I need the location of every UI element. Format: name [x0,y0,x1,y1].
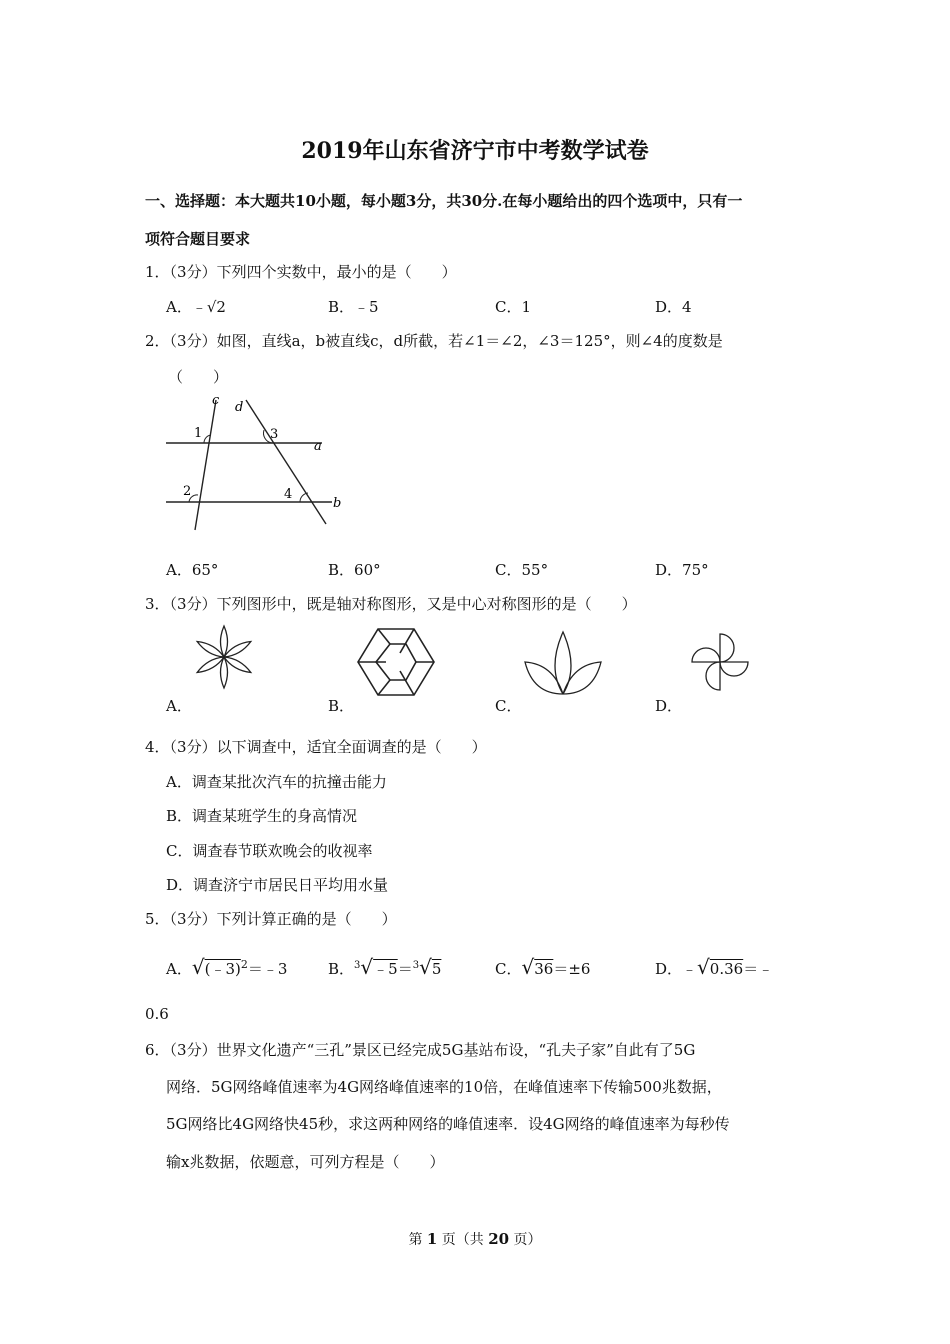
question-stem: （3分）以下调查中，适宜全面调查的是（ ） [169,738,487,756]
question-3 [145,593,637,614]
question-1 [145,261,457,282]
option-text: 1 [521,298,532,316]
q4-option-d: D．调查济宁市居民日平均用水量 [166,876,389,894]
section-heading-line1: 一、选择题：本大题共10小题，每小题3分，共30分.在每小题给出的四个选项中，只有一 [145,192,743,210]
q1-option-d: D．4 [655,298,692,316]
q1-option-c: C．1 [495,298,532,316]
label-2: 2 [183,484,192,499]
question-2-paren: （ ） [168,368,229,386]
question-2 [145,330,723,351]
q1-option-b: B．﹣5 [328,298,379,316]
label-c: c [212,393,220,408]
page-number: 1 [426,1230,438,1248]
question-number: 6． [145,1041,170,1059]
page-title: 2019年山东省济宁市中考数学试卷 [301,138,649,164]
q3-option-c-label: C． [495,697,522,715]
question-number: 3． [145,595,170,613]
q5-option-c: C．√36＝±6 [495,955,591,979]
question-number: 1． [145,263,170,281]
option-text: 4 [682,298,692,316]
question-stem: （3分）下列四个实数中，最小的是（ ） [169,263,457,281]
line-d [246,400,326,524]
label-1: 1 [194,426,203,441]
lotus-figure-icon [523,628,603,696]
page-footer: 第 1 页（共 20 页） [408,1230,542,1248]
question-6-line3: 5G网络比4G网络快45秒，求这两种网络的峰值速率．设4G网络的峰值速率为每秒传 [166,1115,730,1133]
question-stem: （3分）下列计算正确的是（ ） [169,910,397,928]
q3-option-d-label: D． [655,697,683,715]
q5-option-d-wrap: 0.6 [145,1005,169,1023]
radical-sign: √ [360,955,374,979]
q4-option-c: C．调查春节联欢晚会的收视率 [166,842,373,860]
q5-option-a: A．√(﹣3)$^2$＝﹣3 [166,955,288,979]
q4-option-b: B．调查某班学生的身高情况 [166,807,358,825]
radical-sign: √ [191,955,205,979]
question-number: 5． [145,910,170,928]
q2-option-b: B．60° [328,561,381,579]
section-heading-line2: 项符合题目要求 [145,230,251,248]
question-stem: （3分）如图，直线a，b被直线c，d所截，若∠1＝∠2，∠3＝125°，则∠4的度数是 [169,332,723,350]
question-number: 4． [145,738,170,756]
question-4 [145,736,487,757]
q5-option-b: B．$^3$√﹣5＝$^3$√5 [328,955,442,979]
radical-sign: √ [697,955,710,979]
option-text: ﹣5 [354,298,379,316]
label-3: 3 [270,427,279,442]
option-text: 75° [682,561,709,579]
label-d: d [235,400,244,415]
question-number: 2． [145,332,170,350]
question-stem-line1: （3分）世界文化遗产“三孔”景区已经完成5G基站布设，“孔夫子家”自此有了5G [169,1041,696,1059]
parallel-lines-figure [160,392,350,532]
pinwheel-figure-icon [688,630,752,694]
label-a: a [314,439,322,454]
q3-option-a-label: A． [166,697,192,715]
radical-sign: √ [521,955,535,979]
line-c [195,400,216,530]
q5-option-d: D．﹣√0.36＝﹣ [655,955,774,979]
q2-option-d: D．75° [655,561,709,579]
question-6-line4: 输x兆数据，依题意，可列方程是（ ） [166,1153,445,1171]
q3-option-b-label: B． [328,697,355,715]
question-6-line2: 网络．5G网络峰值速率为4G网络峰值速率的10倍，在峰值速率下传输500兆数据， [166,1078,722,1096]
flower-figure-icon [192,624,256,690]
option-text: 60° [354,561,381,579]
q2-option-c: C．55° [495,561,549,579]
label-b: b [333,496,342,511]
recycle-hexagon-figure-icon [356,626,436,698]
label-4: 4 [284,487,293,502]
q1-option-a: A．﹣√2 [166,298,226,316]
question-stem: （3分）下列图形中，既是轴对称图形，又是中心对称图形的是（ ） [169,595,637,613]
page-total: 20 [488,1230,510,1248]
option-text: 65° [191,561,219,579]
question-6 [145,1039,695,1060]
option-text: 55° [521,561,549,579]
question-5 [145,908,397,929]
q2-option-a: A．65° [166,561,219,579]
radical-sign: √ [419,955,432,979]
option-text: ﹣√2 [191,298,226,316]
q4-option-a: A．调查某批次汽车的抗撞击能力 [166,773,387,791]
